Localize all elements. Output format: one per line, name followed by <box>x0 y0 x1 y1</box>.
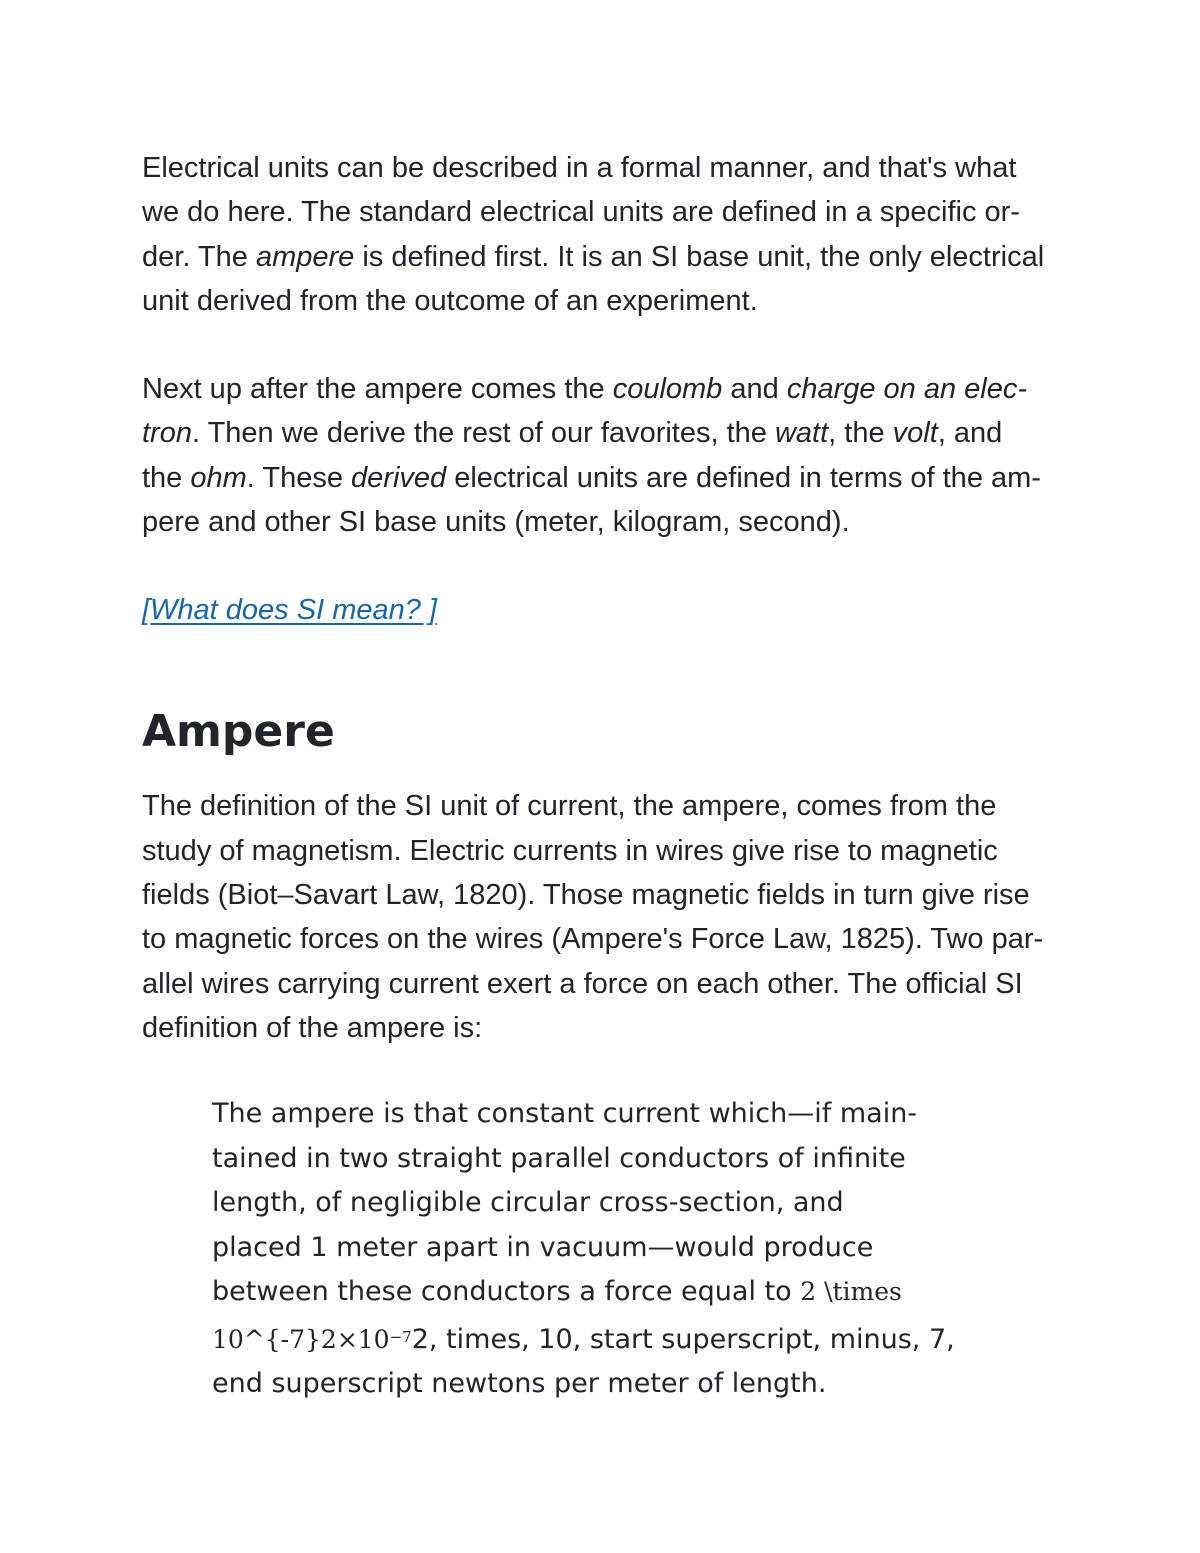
si-definition-blockquote <box>212 1092 1012 1407</box>
text-run: between these conductors a force equal to <box>212 1276 801 1307</box>
what-does-si-mean-link[interactable]: [What does SI mean? ] <box>142 594 437 627</box>
article-body <box>142 146 1062 1094</box>
text-run: , and <box>937 417 1003 450</box>
quote-line: tained in two straight parallel conductors of infinite <box>212 1142 906 1174</box>
text-run: and <box>722 373 787 406</box>
derived-units-paragraph <box>142 367 1062 544</box>
text-run: Next up after the ampere comes the <box>142 373 613 406</box>
text-line: unit derived from the outcome of an experiment. <box>142 284 758 317</box>
text-line: fields (Biot–Savart Law, 1820). Those magnetic fields in turn give rise <box>142 878 1030 911</box>
math-superscript: −7 <box>389 1327 412 1346</box>
text-line: Electrical units can be described in a formal manner, and that's what <box>142 152 1017 184</box>
term-ohm: ohm <box>190 461 247 494</box>
term-watt: watt <box>774 417 829 450</box>
quote-line <box>212 1270 1012 1315</box>
text-line: allel wires carrying current exert a force on each other. The official SI <box>142 967 1023 1000</box>
text-run: . These <box>246 461 352 494</box>
text-line <box>142 411 1062 455</box>
text-run: the <box>142 461 191 494</box>
text-line: study of magnetism. Electric currents in wires give rise to magnetic <box>142 834 998 867</box>
term-volt: volt <box>892 417 938 450</box>
text-line: definition of the ampere is: <box>142 1011 483 1044</box>
text-run: is defined first. It is an SI base unit, the only electrical <box>354 240 1045 273</box>
math-expression: 10^{-7}2×10 <box>212 1324 390 1354</box>
term-charge-on-electron: charge on an elec- <box>786 373 1028 406</box>
text-run: electrical units are defined in terms of the am- <box>446 461 1041 494</box>
term-derived: derived <box>351 461 447 494</box>
ampere-heading: Ampere <box>142 706 335 758</box>
text-line: we do here. The standard electrical units are defined in a specific or- <box>142 196 1021 229</box>
term-charge-on-electron-cont: tron <box>142 417 192 450</box>
text-run: der. The <box>142 240 256 273</box>
quote-line: The ampere is that constant current which—if main- <box>212 1098 918 1129</box>
text-run: 2, times, 10, start superscript, minus, 7, <box>411 1323 955 1355</box>
math-expression: 2 \times <box>800 1277 902 1306</box>
term-coulomb: coulomb <box>612 373 723 406</box>
text-line <box>142 367 1062 411</box>
text-line: The definition of the SI unit of current, the ampere, comes from the <box>142 790 997 823</box>
quote-line <box>212 1315 1012 1363</box>
text-line: pere and other SI base units (meter, kilogram, second). <box>142 506 850 539</box>
quote-line: placed 1 meter apart in vacuum—would produce <box>212 1231 874 1263</box>
intro-paragraph <box>142 146 1062 323</box>
text-line: to magnetic forces on the wires (Ampere's Force Law, 1825). Two par- <box>142 923 1044 956</box>
text-line <box>142 235 1062 279</box>
ampere-definition-paragraph <box>142 784 1062 1050</box>
quote-line: end superscript newtons per meter of length. <box>212 1368 827 1399</box>
term-ampere: ampere <box>255 240 355 273</box>
text-run: . Then we derive the rest of our favorites, the <box>191 417 775 450</box>
text-line <box>142 456 1062 500</box>
quote-line: length, of negligible circular cross-section, and <box>212 1187 844 1218</box>
text-run: , the <box>828 417 893 450</box>
